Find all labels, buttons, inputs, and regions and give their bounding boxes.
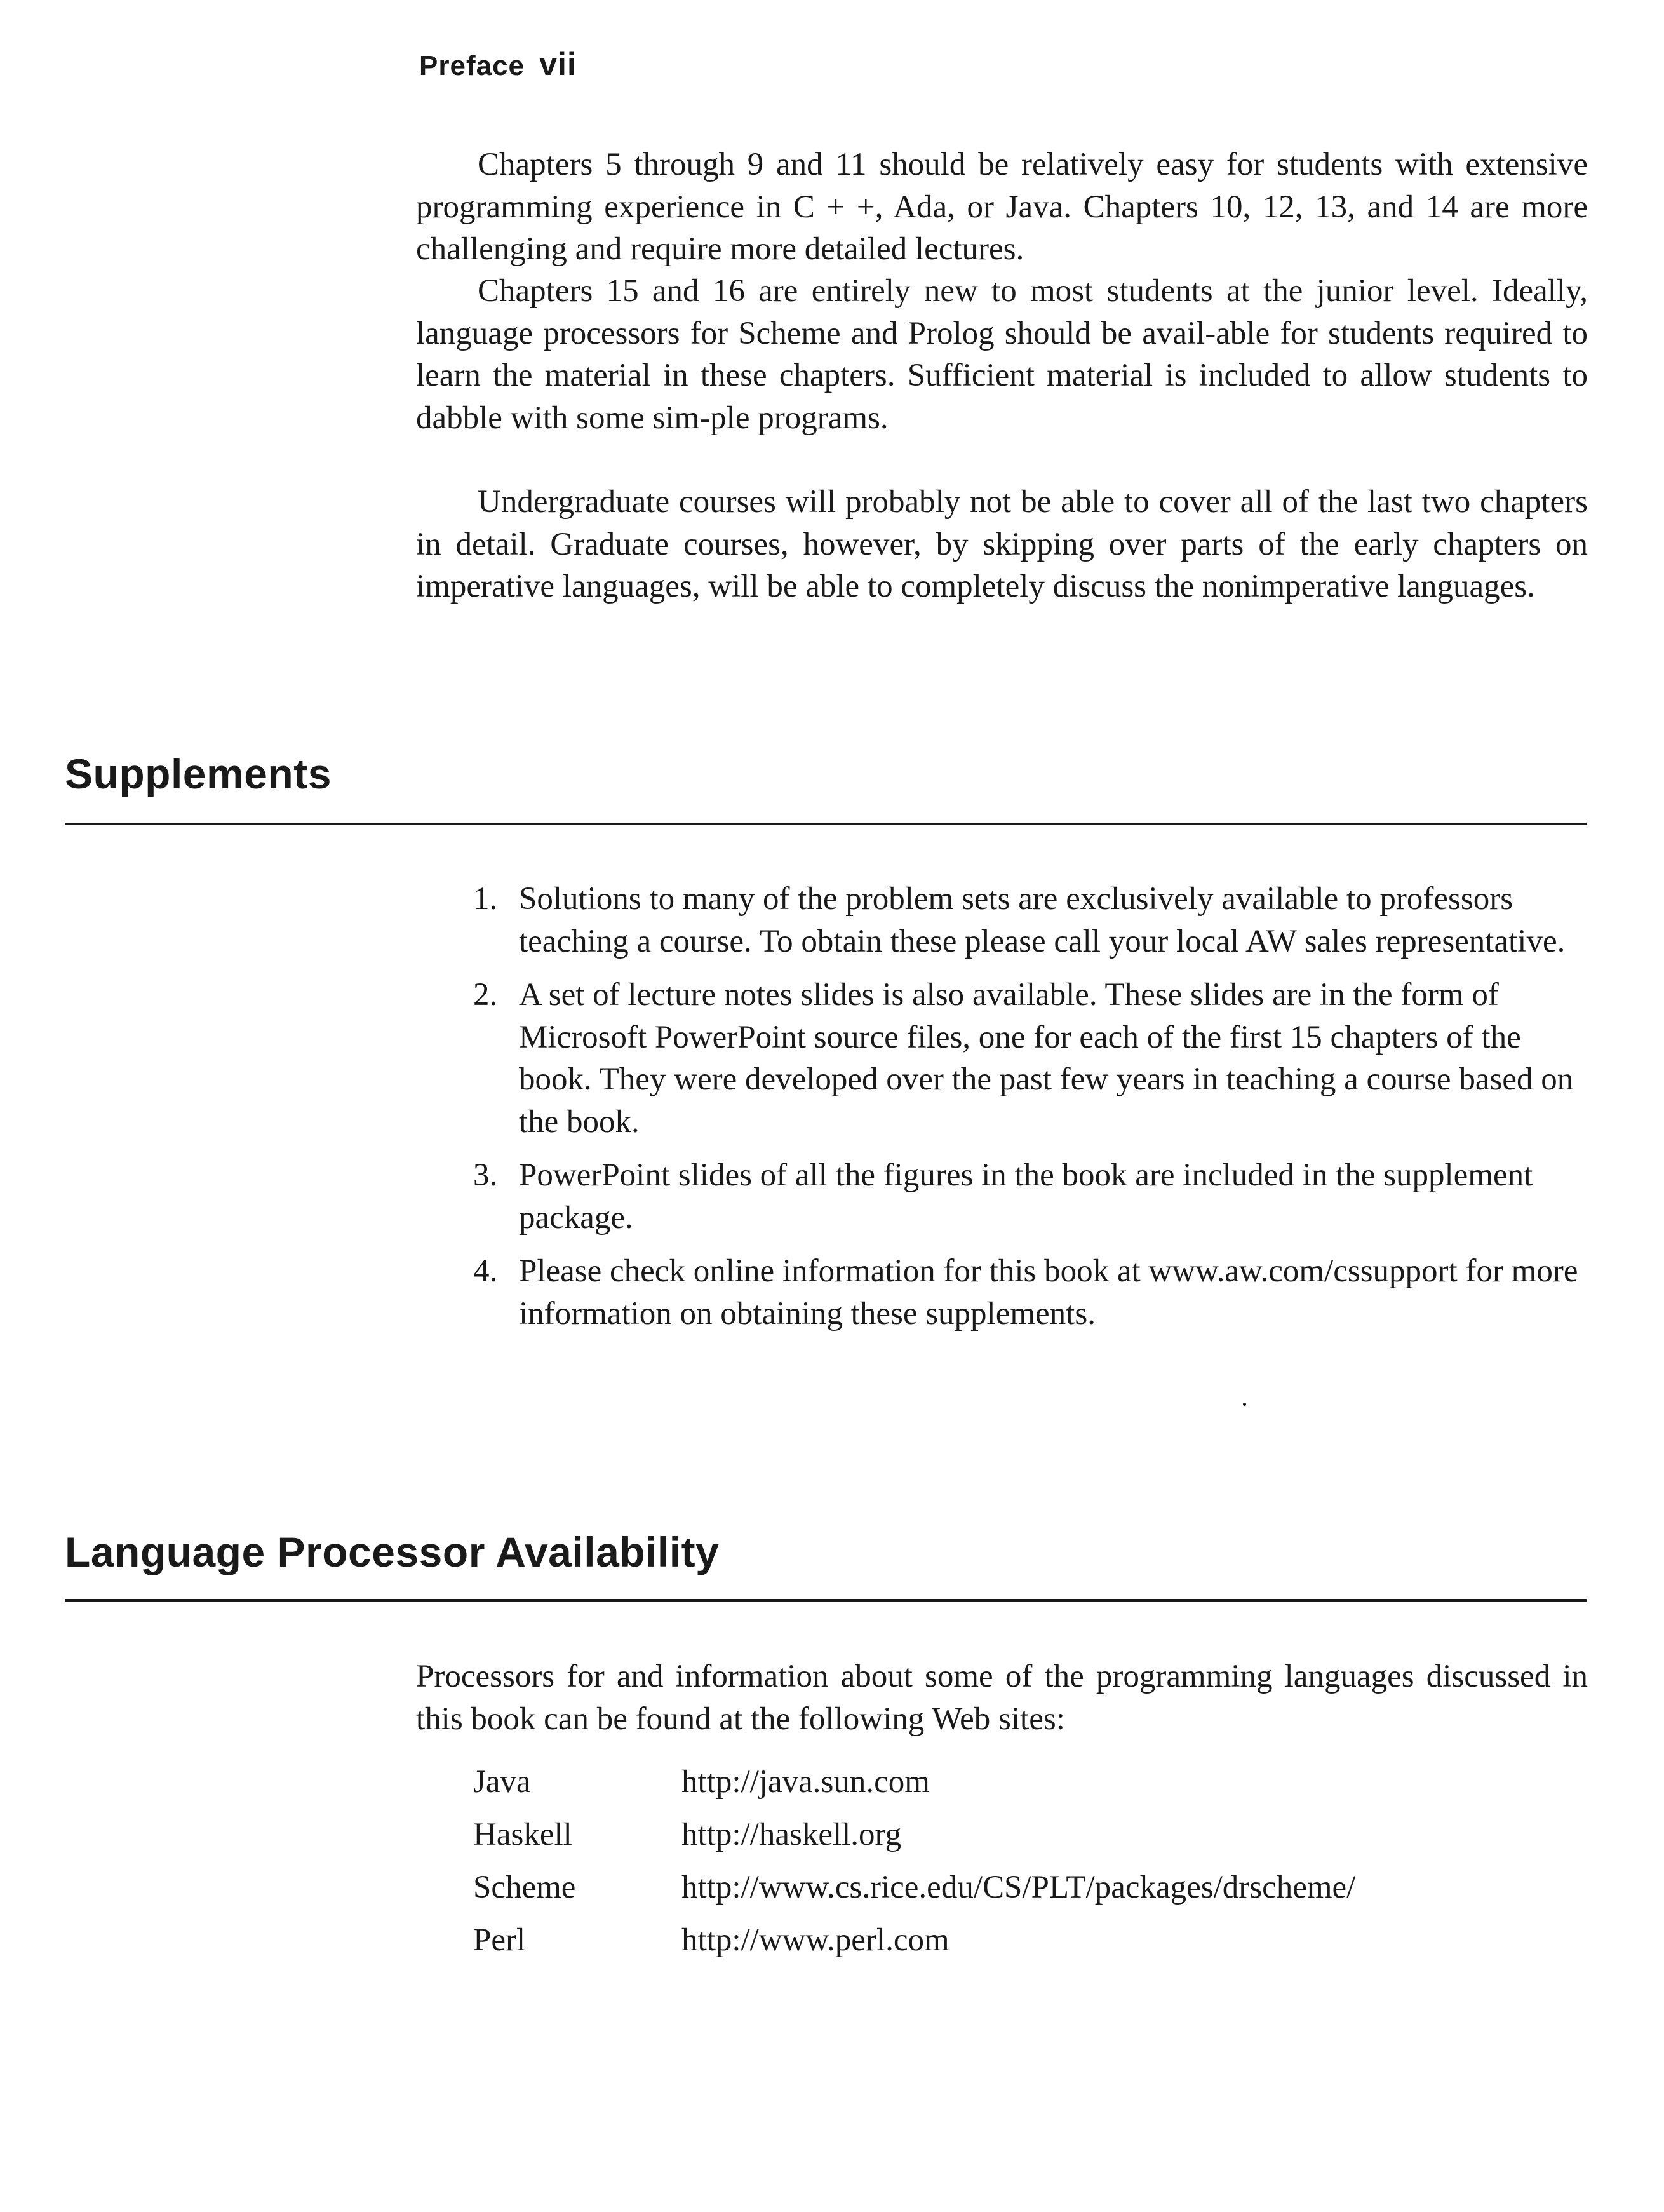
supplement-item-4	[473, 1250, 1578, 1335]
supplement-item-1	[473, 878, 1578, 962]
list-item-text: PowerPoint slides of all the figures in the book are included in the supplement package.	[519, 1157, 1533, 1236]
table-row	[473, 1919, 1355, 1972]
running-head	[419, 46, 577, 83]
page-number: vii	[539, 46, 577, 82]
list-number: 2.	[473, 977, 498, 1013]
language-url[interactable]: http://java.sun.com	[681, 1764, 930, 1800]
list-item-text: Solutions to many of the problem sets are exclusively available to professors teaching a course. To obtain these please call your local AW sales representative.	[519, 881, 1566, 959]
list-item-text: A set of lecture notes slides is also available. These slides are in the form of Microsoft PowerPoint source files, one for each of the first 15 chapters of the book. They were developed over the past few years in teaching a course based on the book.	[519, 977, 1574, 1140]
table-row	[473, 1866, 1355, 1919]
list-number: 3.	[473, 1157, 498, 1193]
supplement-item-2	[473, 974, 1578, 1143]
list-item-text: Please check online information for this book at www.aw.com/cssupport for more information on obtaining these supplements.	[519, 1253, 1578, 1332]
stray-mark	[1243, 1403, 1246, 1406]
list-number: 4.	[473, 1253, 498, 1289]
language-sites-table	[473, 1761, 1355, 1972]
language-processor-intro: Processors for and information about some of the programming languages discussed in this book can be found at the following Web sites:	[416, 1659, 1588, 1737]
list-number: 1.	[473, 881, 498, 917]
table-row	[473, 1814, 1355, 1866]
language-url[interactable]: http://www.cs.rice.edu/CS/PLT/packages/drscheme/	[681, 1870, 1356, 1905]
intro-paragraph-3: Undergraduate courses will probably not be able to cover all of the last two chapters in detail. Graduate courses, however, by skipping over parts of the early chapters on imperative languages, will be able to completely discuss the nonimperative languages.	[416, 484, 1588, 604]
supplements-heading: Supplements	[65, 750, 332, 797]
supplements-heading-rule	[65, 823, 1587, 825]
language-name: Haskell	[473, 1817, 572, 1852]
intro-paragraph-1: Chapters 5 through 9 and 11 should be relatively easy for students with extensive programming experience in C + +, Ada, or Java. Chapters 10, 12, 13, and 14 are more challenging and require more detailed lectures.	[416, 147, 1588, 267]
language-name: Java	[473, 1764, 531, 1800]
intro-paragraph-2: Chapters 15 and 16 are entirely new to most students at the junior level. Ideally, language processors for Scheme and Prolog should be avail-able for students required to learn the material in these chapters. Sufficient material is included to allow students to dabble with some sim-ple programs.	[416, 273, 1588, 436]
table-row	[473, 1761, 1355, 1814]
language-processor-heading-rule	[65, 1599, 1587, 1602]
language-url[interactable]: http://haskell.org	[681, 1817, 902, 1852]
running-title: Preface	[419, 50, 525, 81]
language-name: Perl	[473, 1922, 526, 1958]
language-url[interactable]: http://www.perl.com	[681, 1922, 949, 1958]
supplement-item-3	[473, 1154, 1578, 1239]
language-name: Scheme	[473, 1870, 576, 1905]
language-processor-heading: Language Processor Availability	[65, 1528, 720, 1575]
supplements-list	[473, 878, 1578, 1346]
